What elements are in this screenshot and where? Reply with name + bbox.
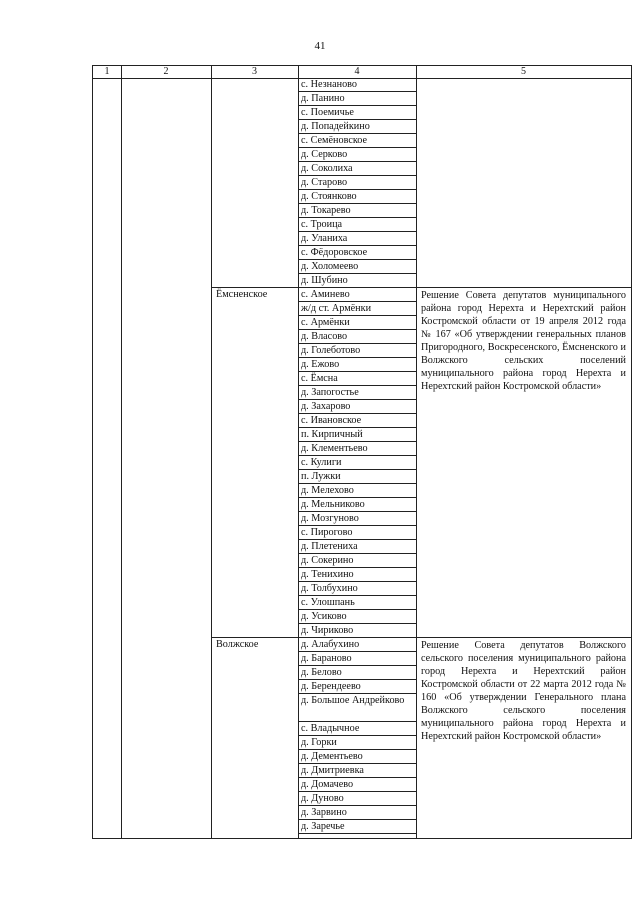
locality-cell: д. Сокерино — [298, 554, 416, 568]
locality-cell: д. Мелехово — [298, 484, 416, 498]
locality-cell: д. Холомеево — [298, 260, 416, 274]
locality-cell: д. Токарево — [298, 204, 416, 218]
locality-cell: с. Поемичье — [298, 106, 416, 120]
locality-cell: с. Ёмсна — [298, 372, 416, 386]
page-number: 41 — [314, 40, 326, 52]
locality-cell: д. Толбухино — [298, 582, 416, 596]
locality-cell: д. Зарвино — [298, 806, 416, 820]
decision-text: Решение Совета депутатов муниципального района город Нерехта и Нерехтский район Костромской области от 19 апреля 2012 года № 167 «Об утверждении генеральных планов Пригородного, Воскресенского, Ёмсненского и Волжского сельских поселений муниципального района город Нерехта и Нерехтский район Костромской области» — [421, 290, 626, 392]
header-col-1: 1 — [104, 66, 110, 77]
locality-cell: с. Троица — [298, 218, 416, 232]
locality-cell: с. Улошпань — [298, 596, 416, 610]
decision-text: Решение Совета депутатов Волжского сельского поселения муниципального района город Нерехта и Нерехтский район Костромской области от 22 марта 2012 года № 160 «Об утверждении Генерального плана Волжского сельского поселения муниципального района город Нерехта и Нерехтский район Костромской области» — [421, 640, 626, 742]
locality-cell: с. Ивановское — [298, 414, 416, 428]
locality-cell: д. Берендеево — [298, 680, 416, 694]
locality-cell: д. Соколиха — [298, 162, 416, 176]
locality-list — [298, 288, 416, 638]
locality-cell: д. Панино — [298, 92, 416, 106]
header-col-4: 4 — [354, 66, 360, 77]
locality-cell: д. Уланиха — [298, 232, 416, 246]
locality-cell: д. Плетениха — [298, 540, 416, 554]
locality-cell: д. Голеботово — [298, 344, 416, 358]
locality-cell: с. Семёновское — [298, 134, 416, 148]
locality-list — [298, 78, 416, 288]
locality-cell: д. Горки — [298, 736, 416, 750]
locality-cell: д. Попадейкино — [298, 120, 416, 134]
locality-cell: с. Владычное — [298, 722, 416, 736]
locality-cell: с. Пирогово — [298, 526, 416, 540]
locality-cell: с. Армёнки — [298, 316, 416, 330]
header-col-2: 2 — [163, 66, 169, 77]
locality-cell: д. Ежово — [298, 358, 416, 372]
locality-cell: д. Запогостье — [298, 386, 416, 400]
locality-cell: д. Тенихино — [298, 568, 416, 582]
locality-cell: д. Мозгуново — [298, 512, 416, 526]
locality-cell: д. Домачево — [298, 778, 416, 792]
header-col-3: 3 — [252, 66, 257, 77]
locality-cell: д. Бараново — [298, 652, 416, 666]
locality-cell: д. Заречье — [298, 820, 416, 834]
locality-cell: п. Лужки — [298, 470, 416, 484]
locality-cell: д. Дмитриевка — [298, 764, 416, 778]
locality-cell: д. Серково — [298, 148, 416, 162]
locality-list — [298, 638, 416, 834]
locality-cell: д. Дуново — [298, 792, 416, 806]
locality-cell: ж/д ст. Армёнки — [298, 302, 416, 316]
settlement-name: Волжское — [216, 639, 259, 650]
locality-cell: д. Мельниково — [298, 498, 416, 512]
locality-cell: д. Большое Андрейково — [298, 694, 416, 722]
column-divider — [416, 66, 417, 838]
column-divider — [211, 66, 212, 838]
locality-cell: д. Захарово — [298, 400, 416, 414]
column-divider — [121, 66, 122, 838]
locality-cell: д. Чириково — [298, 624, 416, 638]
header-col-5: 5 — [521, 66, 526, 77]
locality-cell: д. Дементьево — [298, 750, 416, 764]
locality-cell: д. Алабухино — [298, 638, 416, 652]
locality-cell: д. Усиково — [298, 610, 416, 624]
locality-cell: с. Незнаново — [298, 78, 416, 92]
settlement-name: Ёмсненское — [216, 289, 268, 300]
locality-cell: д. Шубино — [298, 274, 416, 288]
locality-cell: д. Власово — [298, 330, 416, 344]
locality-cell: д. Белово — [298, 666, 416, 680]
locality-cell: п. Кирпичный — [298, 428, 416, 442]
locality-cell: с. Кулиги — [298, 456, 416, 470]
locality-cell: д. Стоянково — [298, 190, 416, 204]
locality-cell: с. Фёдоровское — [298, 246, 416, 260]
locality-cell: д. Клементьево — [298, 442, 416, 456]
locality-cell: с. Аминево — [298, 288, 416, 302]
localities-table — [92, 65, 632, 839]
locality-cell: д. Старово — [298, 176, 416, 190]
